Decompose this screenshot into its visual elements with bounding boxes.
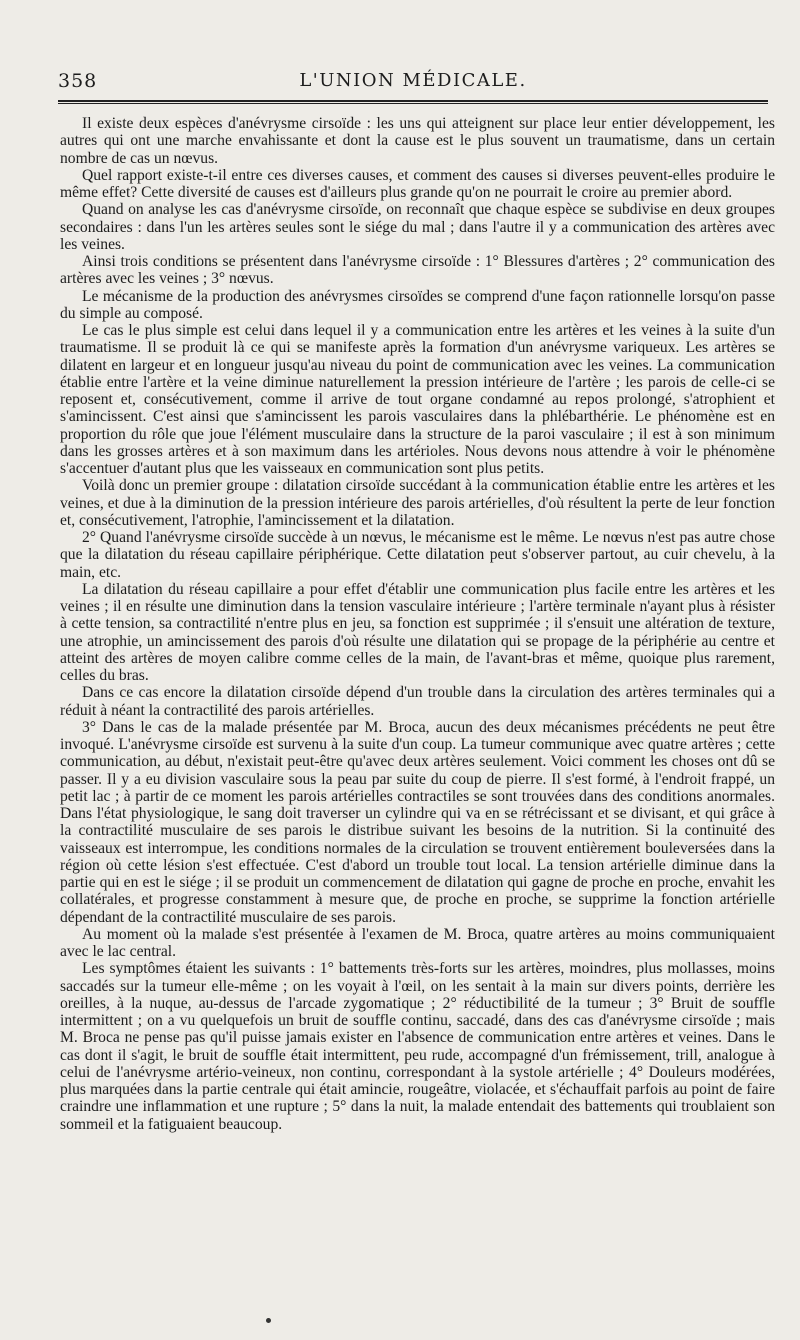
paragraph: Il existe deux espèces d'anévrysme cirsoïde : les uns qui atteignent sur place leur entier développement, les autres qui ont une marche envahissante et dont la cause est le plus souvent un traumatisme, dans un certain nombre de cas un nœvus. bbox=[60, 115, 775, 167]
paragraph: 2° Quand l'anévrysme cirsoïde succède à un nœvus, le mécanisme est le même. Le nœvus n'est pas autre chose que la dilatation du réseau capillaire périphérique. Cette dilatation peut s'observer partout, au cuir chevelu, à la main, etc. bbox=[60, 529, 775, 581]
journal-title: L'UNION MÉDICALE. bbox=[299, 70, 527, 91]
header-rule bbox=[58, 100, 768, 104]
paragraph: Quel rapport existe-t-il entre ces diverses causes, et comment des causes si diverses peuvent-elles produire le même effet? Cette diversité de causes est d'ailleurs plus grande qu'on ne pourrait le croire au premier abord. bbox=[60, 166, 775, 201]
paragraph: Dans ce cas encore la dilatation cirsoïde dépend d'un trouble dans la circulation des artères terminales qui a réduit à néant la contractilité des parois artérielles. bbox=[60, 684, 775, 719]
paragraph: Voilà donc un premier groupe : dilatation cirsoïde succédant à la communication établie entre les artères et les veines, et due à la diminution de la pression intérieure des parois artérielles, d'où résultent la perte de leur fonction et, consécutivement, l'atrophie, l'amincissement et la dilatation. bbox=[60, 477, 775, 529]
paragraph: Quand on analyse les cas d'anévrysme cirsoïde, on reconnaît que chaque espèce se subdivise en deux groupes secondaires : dans l'un les artères seules sont le siége du mal ; dans l'autre il y a communication des artères avec les veines. bbox=[60, 201, 775, 253]
paragraph: 3° Dans le cas de la malade présentée par M. Broca, aucun des deux mécanismes précédents ne peut être invoqué. L'anévrysme cirsoïde est survenu à la suite d'un coup. La tumeur communique avec quatre artères ; cette communication, au début, n'existait peut-être qu'avec deux artères seulement. Voici comment les choses ont dû se passer. Il y a eu division vasculaire sous la peau par suite du coup de pierre. Il s'est formé, à l'endroit frappé, un petit lac ; à partir de ce moment les parois artérielles contractiles se sont trouvées dans des conditions anormales. Dans l'état physiologique, le sang doit traverser un cylindre qui va en se rétrécissant et se divisant, et qui grâce à la contractilité musculaire de ses parois le distribue suivant les besoins de la nutrition. Si la continuité des vaisseaux est interrompue, les conditions normales de la circulation se trouvent entièrement bouleversées dans la région où cette lésion s'est effectuée. C'est d'abord un trouble tout local. La tension artérielle diminue dans la partie qui en est le siége ; il se produit un commencement de dilatation qui gagne de proche en proche, envahit les collatérales, et progresse constamment à mesure que, de proche en proche, se supprime la fonction artérielle dépendant de la contractilité musculaire de ses parois. bbox=[60, 718, 775, 926]
paragraph: Le mécanisme de la production des anévrysmes cirsoïdes se comprend d'une façon rationnelle lorsqu'on passe du simple au composé. bbox=[60, 287, 775, 322]
article-body bbox=[60, 115, 775, 1133]
running-header bbox=[58, 70, 768, 96]
page-number: 358 bbox=[58, 70, 98, 92]
paragraph: Au moment où la malade s'est présentée à l'examen de M. Broca, quatre artères au moins communiquaient avec le lac central. bbox=[60, 925, 775, 960]
paragraph: Les symptômes étaient les suivants : 1° battements très-forts sur les artères, moindres, plus mollasses, moins saccadés sur la tumeur elle-même ; on les voyait à l'œil, on les sentait à la main sur divers points, derrière les oreilles, à la nuque, au-dessus de l'arcade zygomatique ; 2° réductibilité de la tumeur ; 3° Bruit de souffle intermittent ; on a vu quelquefois un bruit de souffle continu, saccadé, dans des cas d'anévrysme cirsoïde ; mais M. Broca ne pense pas qu'il puisse jamais exister en l'absence de communication entre artères et veines. Dans le cas dont il s'agit, le bruit de souffle était intermittent, peu rude, accompagné d'un frémissement, trill, analogue à celui de l'anévrysme artério-veineux, non continu, correspondant à la systole artérielle ; 4° Douleurs modérées, plus marquées dans la partie centrale qui était amincie, rougeâtre, violacée, et s'échauffait parfois au point de faire craindre une inflammation et une rupture ; 5° dans la nuit, la malade entendait des battements qui troublaient son sommeil et la fatiguaient beaucoup. bbox=[60, 960, 775, 1133]
ink-dot bbox=[266, 1318, 271, 1323]
paragraph: Le cas le plus simple est celui dans lequel il y a communication entre les artères et les veines à la suite d'un traumatisme. Il se produit là ce qui se manifeste après la formation d'un anévrysme variqueux. Les artères se dilatent en largeur et en longueur jusqu'au niveau du point de communication avec les veines. La communication établie entre l'artère et la veine diminue naturellement la pression intérieure de l'artère ; les parois de celle-ci se reposent et, consécutivement, comme il arrive de tout organe condamné au repos prolongé, s'atrophient et s'amincissent. C'est ainsi que s'amincissent les parois vasculaires dans la phlébarthérie. Le phénomène est en proportion du rôle que joue l'élément musculaire dans la structure de la paroi vasculaire ; il est à son minimum dans les grosses artères et à son maximum dans les artérioles. Nous devons nous attendre à voir le phénomène s'accentuer d'autant plus que les vaisseaux en communication sont plus petits. bbox=[60, 322, 775, 477]
paragraph: La dilatation du réseau capillaire a pour effet d'établir une communication plus facile entre les artères et les veines ; il en résulte une diminution dans la tension vasculaire intérieure ; l'artère terminale n'ayant plus à résister à cette tension, sa contractilité n'entre plus en jeu, sa fonction est supprimée ; il s'ensuit une altération de texture, une atrophie, un amincissement des parois d'où résulte une dilatation qui se propage de la périphérie au centre et atteint des artères de moyen calibre comme celles de la main, de l'avant-bras et même, quoique plus rarement, celles du bras. bbox=[60, 580, 775, 684]
paragraph: Ainsi trois conditions se présentent dans l'anévrysme cirsoïde : 1° Blessures d'artères ; 2° communication des artères avec les veines ; 3° nœvus. bbox=[60, 253, 775, 288]
